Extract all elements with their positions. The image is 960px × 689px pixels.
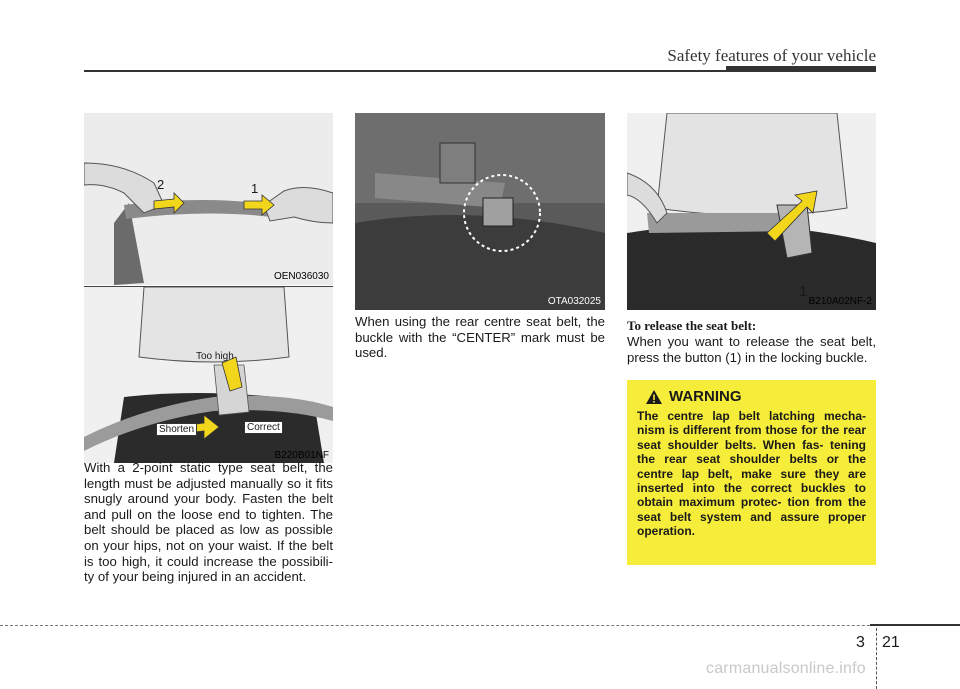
belt-lap-illustration bbox=[84, 287, 333, 463]
footer-rule bbox=[0, 625, 960, 626]
figure-label-1: 1 bbox=[251, 181, 259, 196]
belt-pull-illustration bbox=[84, 113, 333, 285]
shorten-label: Shorten bbox=[156, 423, 197, 436]
figure-belt-pull bbox=[84, 113, 333, 285]
page-number: 21 bbox=[882, 634, 900, 651]
figure-code: B220B01NF bbox=[274, 450, 329, 461]
subheading: To release the seat belt: bbox=[627, 318, 757, 333]
too-high-label: Too high bbox=[196, 351, 234, 362]
warning-triangle-icon bbox=[645, 389, 663, 405]
correct-label: Correct bbox=[244, 421, 283, 434]
figure-belt-lap bbox=[84, 287, 333, 463]
section-title: Safety features of your vehicle bbox=[667, 46, 876, 65]
figure-label-2: 2 bbox=[157, 177, 165, 192]
figure-label-1: 1 bbox=[799, 283, 808, 300]
chapter-number: 3 bbox=[856, 634, 865, 651]
body-paragraph: With a 2-point static type seat belt, the length must be adjusted manually so it fits snugly around your body. Fasten the belt and pull on the loose end to tighten. The belt should be placed as low as possible on your hips, not on your waist. If the belt is too high, it could increase the possibili- ty of your being injured in an accident. bbox=[84, 460, 333, 585]
body-paragraph: When you want to release the seat belt, press the button (1) in the locking buckle. bbox=[627, 334, 876, 365]
header-bar bbox=[726, 66, 876, 72]
figure-code: B210A02NF-2 bbox=[808, 296, 872, 307]
center-buckle-illustration bbox=[355, 113, 605, 310]
footer-bar bbox=[870, 624, 960, 626]
figure-release bbox=[627, 113, 876, 310]
warning-title: WARNING bbox=[669, 388, 742, 405]
release-illustration bbox=[627, 113, 876, 310]
warning-header bbox=[645, 388, 866, 405]
figure-code: OEN036030 bbox=[273, 271, 329, 282]
watermark: carmanualsonline.info bbox=[706, 660, 866, 677]
warning-body: The centre lap belt latching mecha- nism is different from those for the rear seat shoulder belts. When fas- tening the rear seat shoulder belts or the centre lap belt, make sure they are inserted into the correct buckles to obtain maximum protec- tion from the seat belt system and assure proper operation. bbox=[637, 409, 866, 539]
figure-center-buckle bbox=[355, 113, 605, 310]
page-number-separator bbox=[876, 628, 877, 689]
warning-box bbox=[627, 380, 876, 565]
figure-code: OTA032025 bbox=[547, 296, 601, 307]
body-paragraph: When using the rear centre seat belt, the buckle with the “CENTER” mark must be used. bbox=[355, 314, 605, 361]
